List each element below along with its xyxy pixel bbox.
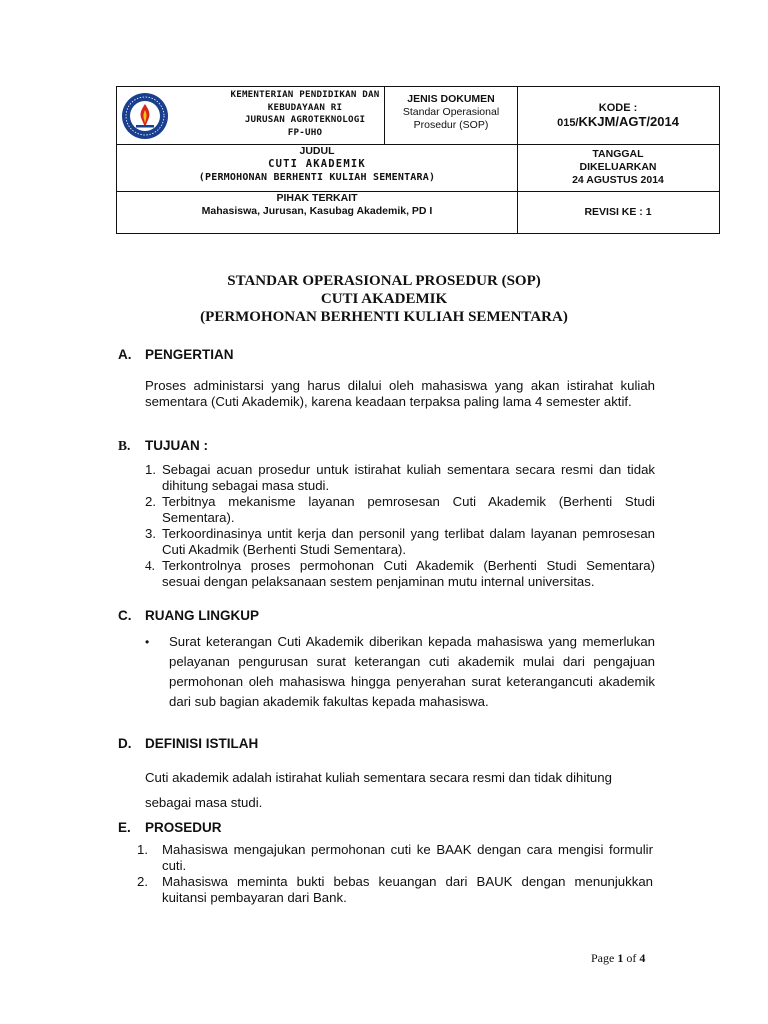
document-title-cell: JUDUL CUTI AKADEMIK (PERMOHONAN BERHENTI KULIAH SEMENTARA) bbox=[198, 145, 436, 183]
section-c-heading: C. RUANG LINGKUP bbox=[118, 608, 259, 623]
document-header-table bbox=[116, 86, 720, 234]
section-d-text: Cuti akademik adalah istirahat kuliah sementara secara resmi dan tidak dihitung sebagai masa studi. bbox=[145, 770, 612, 810]
institution-name: KEMENTERIAN PENDIDIKAN DAN KEBUDAYAAN RI JURUSAN AGROTEKNOLOGI FP-UHO bbox=[230, 89, 380, 138]
section-e-list bbox=[137, 842, 653, 906]
list-item: 3. Terkoordinasinya untit kerja dan personil yang terlibat dalam layanan pemrosesan Cuti Akadmik (Berhenti Studi Sementara). bbox=[145, 526, 655, 557]
document-code-cell: KODE : 015/KKJM/AGT/2014 bbox=[557, 102, 679, 129]
list-item: 1. Sebagai acuan prosedur untuk istirahat kuliah sementara secara resmi dan tidak dihitung sebagai masa studi. bbox=[145, 462, 655, 493]
section-e-heading: E. PROSEDUR bbox=[118, 820, 222, 835]
list-item: 1. Mahasiswa mengajukan permohonan cuti ke BAAK dengan cara mengisi formulir cuti. bbox=[137, 842, 653, 873]
section-b-list bbox=[145, 462, 655, 590]
list-item: 4. Terkontrolnya proses permohonan Cuti Akademik (Berhenti Studi Sementara) sesuai dengan pelaksanaan sestem penjaminan mutu internal universitas. bbox=[145, 558, 655, 589]
list-item: Surat keterangan Cuti Akademik diberikan kepada mahasiswa yang memerlukan pelayanan pengurusan surat keterangan cuti akademik mulai dari pengajuan permohonan oleh mahasiswa hingga penyerahan surat keterangancuti akademik dari sub bagian akademik fakultas kepada mahasiswa. bbox=[169, 634, 655, 709]
section-a-text: Proses administarsi yang harus dilalui oleh mahasiswa yang akan istirahat kuliah sementara (Cuti Akademik), karena keadaan terpaksa paling lama 4 semester aktif. bbox=[145, 378, 655, 409]
section-b-heading: B. TUJUAN : bbox=[118, 438, 208, 453]
section-c-bullet-list bbox=[145, 632, 655, 712]
section-d-heading: D. DEFINISI ISTILAH bbox=[118, 736, 259, 751]
related-parties-cell: PIHAK TERKAIT Mahasiswa, Jurusan, Kasubag Akademik, PD I bbox=[201, 192, 433, 217]
list-item: 2. Terbitnya mekanisme layanan pemrosesan Cuti Akademik (Berhenti Studi Sementara). bbox=[145, 494, 655, 525]
bullet-icon: • bbox=[145, 635, 150, 649]
page-number: Page 1 of 4 bbox=[591, 951, 646, 965]
revision-cell: REVISI KE : 1 bbox=[584, 206, 652, 218]
university-logo-icon bbox=[121, 92, 169, 140]
issue-date-cell: TANGGAL DIKELUARKAN 24 AGUSTUS 2014 bbox=[572, 148, 664, 186]
list-item: 2. Mahasiswa meminta bukti bebas keuangan dari BAUK dengan menunjukkan kuitansi pembayaran dari Bank. bbox=[137, 874, 653, 905]
section-a-heading: A. PENGERTIAN bbox=[118, 347, 234, 362]
document-type-cell: JENIS DOKUMEN Standar Operasional Prosedur (SOP) bbox=[402, 93, 500, 131]
document-title: STANDAR OPERASIONAL PROSEDUR (SOP) CUTI AKADEMIK (PERMOHONAN BERHENTI KULIAH SEMENTARA) bbox=[200, 273, 568, 325]
